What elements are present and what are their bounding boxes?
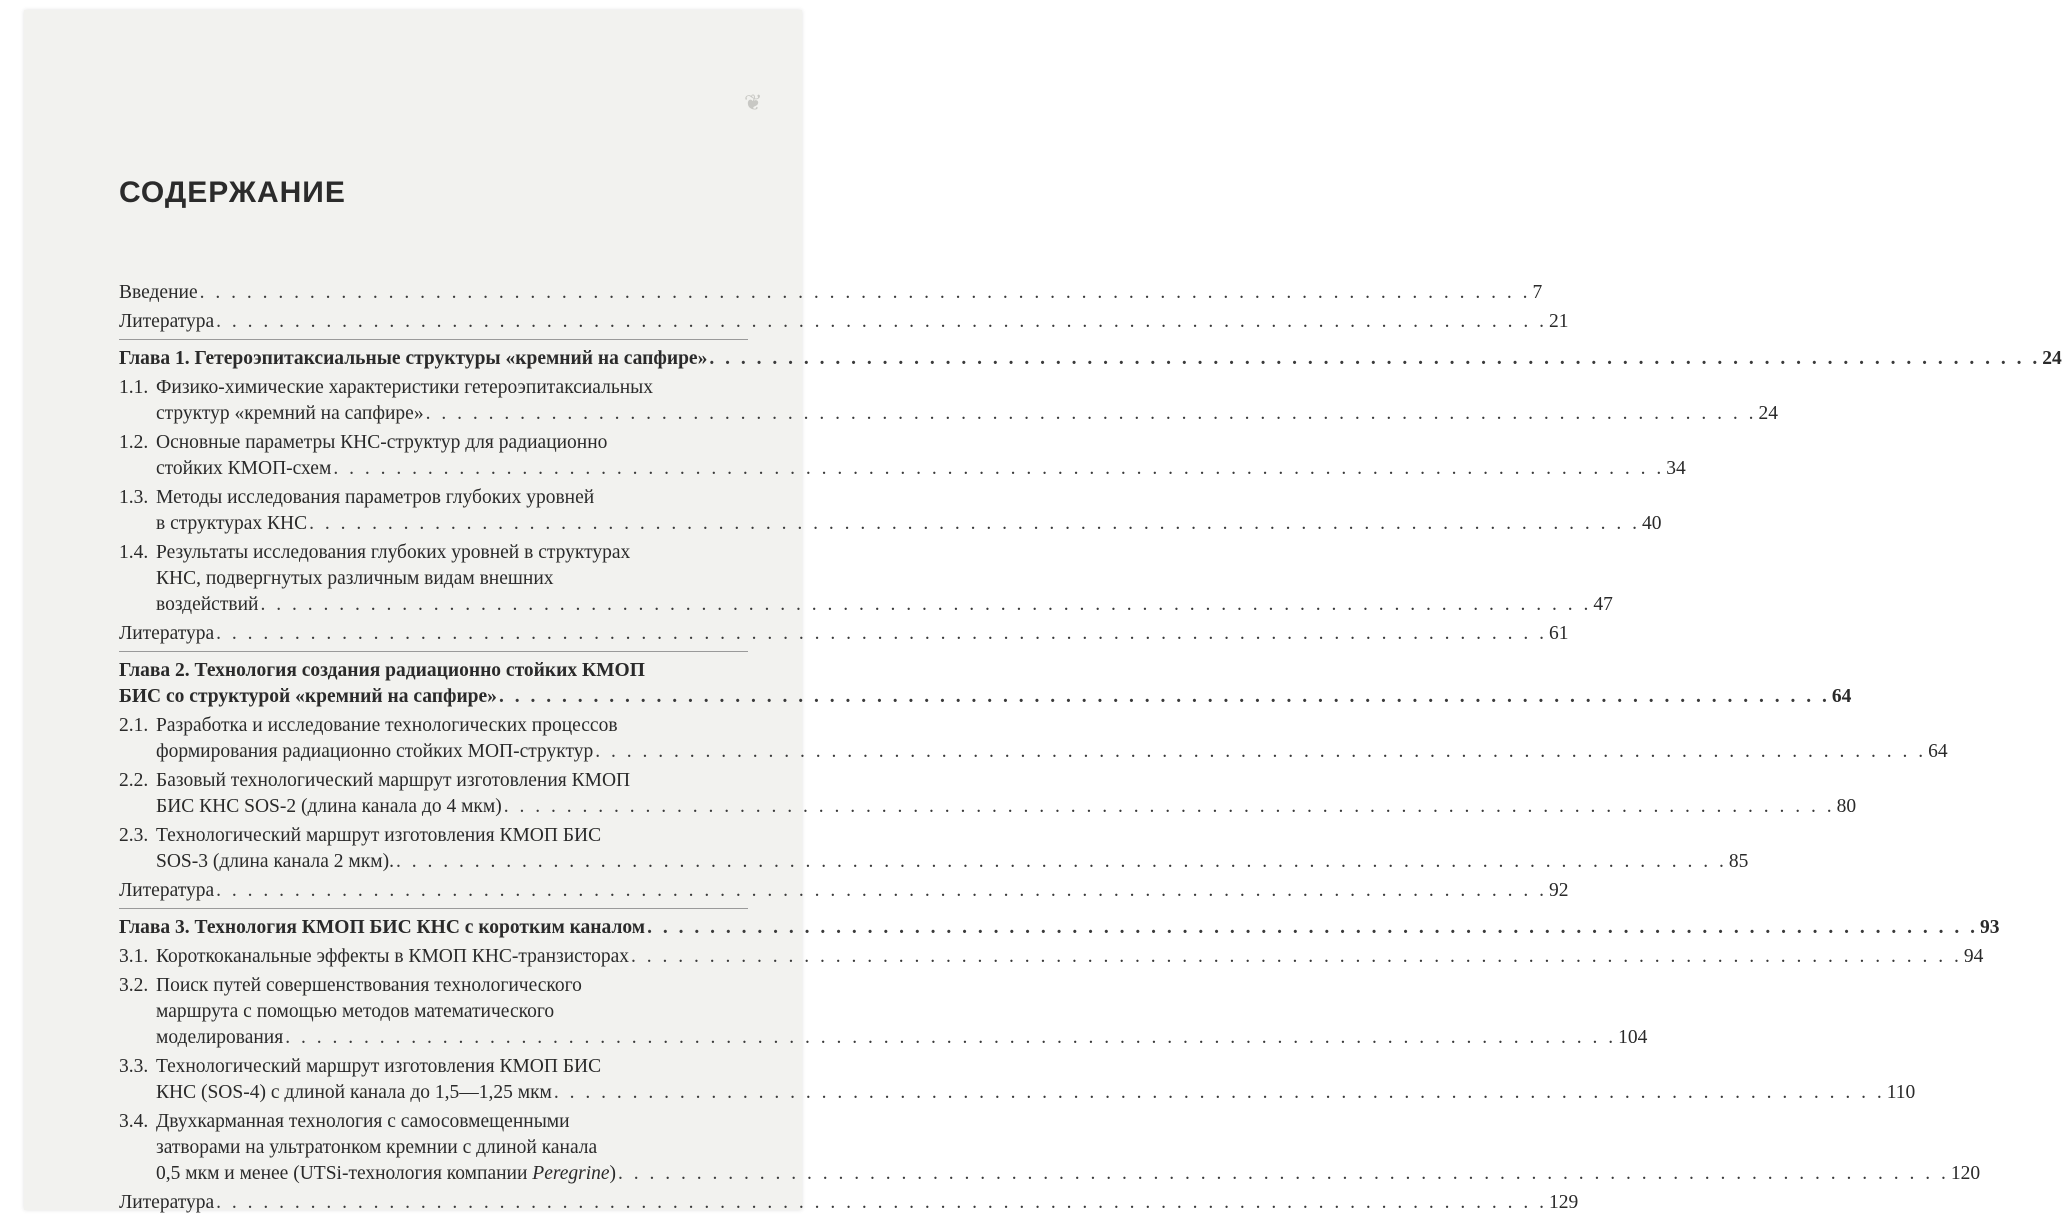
toc-title — [119, 684, 497, 710]
toc-page-number: 24 — [2042, 348, 2062, 369]
toc-section — [119, 768, 1857, 820]
toc-front — [119, 280, 1543, 306]
toc-literature — [119, 621, 1569, 647]
toc-page-number: 85 — [1728, 851, 1749, 872]
toc-title — [119, 915, 645, 941]
book-page — [24, 10, 2062, 1213]
toc-number: 2.2. — [119, 770, 149, 791]
toc-title-text: Короткоканальные эффекты в КМОП КНС-транзисторах — [156, 946, 629, 967]
toc-title — [156, 944, 629, 970]
toc-section — [119, 823, 1749, 875]
toc-title-text: КНС (SOS-4) с длиной канала до 1,5—1,25 мкм — [156, 1082, 552, 1103]
toc-number: 3.2. — [119, 975, 149, 996]
toc-literature — [119, 1190, 1579, 1216]
toc-title-italic: Peregrine — [532, 1163, 610, 1184]
toc-section — [119, 375, 1778, 427]
toc-number: 1.1. — [119, 377, 149, 398]
toc-text-line: Физико-химические характеристики гетероэпитаксиальных — [156, 377, 654, 398]
toc-title — [119, 346, 707, 372]
toc-page-number: 80 — [1836, 796, 1857, 817]
toc-page-number: 92 — [1549, 880, 1569, 901]
section-divider — [119, 339, 748, 340]
toc-section — [119, 944, 1984, 970]
toc-title — [119, 878, 214, 904]
dot-leader — [309, 511, 1640, 537]
toc-title-text: Литература — [119, 880, 215, 901]
dot-leader — [260, 592, 1591, 618]
toc-title — [156, 592, 258, 618]
dot-leader — [216, 621, 1547, 647]
toc-page-number: 64 — [1831, 686, 1852, 707]
dot-leader — [333, 456, 1664, 482]
toc-text-line: Основные параметры КНС-структур для радиационно — [156, 432, 608, 453]
toc-page-number: 61 — [1549, 623, 1569, 644]
toc-title — [119, 621, 214, 647]
toc-page-number: 21 — [1549, 311, 1569, 332]
toc-title-text: БИС со структурой «кремний на сапфире» — [119, 686, 497, 707]
toc-title-text: воздействий — [156, 594, 259, 615]
toc-section — [119, 713, 1948, 765]
toc-text-line: Технологический маршрут изготовления КМОП БИС — [156, 1056, 602, 1077]
toc-text-line: маршрута с помощью методов математического — [156, 1001, 555, 1022]
page-title: СОДЕРЖАНИЕ — [119, 176, 346, 209]
toc-title-text: структур «кремний на сапфире» — [156, 403, 424, 424]
dot-leader — [426, 401, 1757, 427]
toc-title — [156, 511, 307, 537]
toc-text-line: Двухкарманная технология с самосовмещенными — [156, 1111, 570, 1132]
toc-number: 1.2. — [119, 432, 149, 453]
toc-section — [119, 1054, 1916, 1106]
dot-leader — [618, 1161, 1949, 1187]
toc-title — [156, 794, 502, 820]
dot-leader — [216, 309, 1547, 335]
toc-title — [156, 1080, 552, 1106]
toc-title-text: Глава 3. Технология КМОП БИС КНС с коротким каналом — [119, 917, 646, 938]
toc-page-number: 40 — [1641, 513, 1662, 534]
dot-leader — [396, 849, 1727, 875]
toc-chapter — [119, 346, 2062, 372]
dot-leader — [554, 1080, 1885, 1106]
toc-chapter — [119, 915, 2000, 941]
toc-number: 3.3. — [119, 1056, 149, 1077]
publisher-logo-icon: ❦ — [744, 90, 763, 115]
toc-text-line: КНС, подвергнутых различным видам внешних — [156, 568, 554, 589]
toc-page-number: 104 — [1618, 1027, 1648, 1048]
toc-title-text: Литература — [119, 1192, 215, 1213]
toc-number: 3.4. — [119, 1111, 149, 1132]
toc-page-number: 34 — [1666, 458, 1686, 479]
dot-leader — [200, 280, 1531, 306]
dot-leader — [504, 794, 1835, 820]
toc-text-line: Результаты исследования глубоких уровней в структурах — [156, 542, 631, 563]
toc-page-number: 7 — [1532, 282, 1543, 303]
toc-section — [119, 1109, 1981, 1187]
table-of-contents — [119, 280, 2062, 1219]
dot-leader — [285, 1025, 1616, 1051]
toc-title-text: 0,5 мкм и менее (UTSi-технология компании — [156, 1163, 533, 1184]
toc-page-number: 129 — [1549, 1192, 1579, 1213]
toc-title-text: в структурах КНС — [156, 513, 308, 534]
toc-text-line: Поиск путей совершенствования технологического — [156, 975, 582, 996]
toc-title-text: моделирования — [156, 1027, 284, 1048]
dot-leader — [709, 346, 2040, 372]
toc-number: 1.4. — [119, 542, 149, 563]
toc-text-line: Глава 2. Технология создания радиационно стойких КМОП — [119, 660, 645, 681]
toc-title-text: Введение — [119, 282, 198, 303]
toc-page-number: 120 — [1950, 1163, 1981, 1184]
dot-leader — [631, 944, 1962, 970]
toc-literature — [119, 309, 1569, 335]
toc-text-line: Методы исследования параметров глубоких уровней — [156, 487, 595, 508]
section-divider — [119, 651, 748, 652]
toc-title — [119, 280, 198, 306]
toc-title — [156, 1025, 283, 1051]
toc-number: 1.3. — [119, 487, 149, 508]
toc-number: 2.3. — [119, 825, 149, 846]
toc-title — [119, 309, 214, 335]
toc-page-number: 93 — [1979, 917, 2000, 938]
toc-number: 3.1. — [119, 946, 149, 967]
toc-title — [156, 739, 593, 765]
toc-section — [119, 973, 1648, 1051]
toc-title-text: Глава 1. Гетероэпитаксиальные структуры «кремний на сапфире» — [119, 348, 708, 369]
toc-text-line: Разработка и исследование технологических процессов — [156, 715, 618, 736]
dot-leader — [647, 915, 1978, 941]
toc-title — [156, 1161, 616, 1187]
toc-title — [119, 1190, 214, 1216]
toc-chapter — [119, 658, 1852, 710]
toc-title — [156, 849, 394, 875]
dot-leader — [216, 878, 1547, 904]
toc-literature — [119, 878, 1569, 904]
toc-title-text: Литература — [119, 311, 215, 332]
toc-page-number: 24 — [1758, 403, 1778, 424]
toc-section — [119, 430, 1686, 482]
toc-text-line: Базовый технологический маршрут изготовления КМОП — [156, 770, 631, 791]
toc-title — [156, 456, 331, 482]
toc-text-line: Технологический маршрут изготовления КМОП БИС — [156, 825, 602, 846]
dot-leader — [595, 739, 1926, 765]
toc-title-text: формирования радиационно стойких МОП-структур — [156, 741, 594, 762]
dot-leader — [216, 1190, 1547, 1216]
dot-leader — [499, 684, 1830, 710]
toc-title-text: БИС КНС SOS-2 (длина канала до 4 мкм) — [156, 796, 502, 817]
toc-page-number: 47 — [1593, 594, 1613, 615]
toc-page-number: 64 — [1928, 741, 1948, 762]
toc-title — [156, 401, 424, 427]
toc-section — [119, 540, 1613, 618]
toc-title-tail: ) — [609, 1163, 617, 1184]
toc-number: 2.1. — [119, 715, 149, 736]
toc-section — [119, 485, 1662, 537]
toc-text-line: затворами на ультратонком кремнии с длиной канала — [156, 1137, 598, 1158]
toc-page-number: 110 — [1886, 1082, 1916, 1103]
toc-title-text: Литература — [119, 623, 215, 644]
toc-title-text: стойких КМОП-схем — [156, 458, 332, 479]
toc-page-number: 94 — [1963, 946, 1984, 967]
section-divider — [119, 908, 748, 909]
toc-title-text: SOS-3 (длина канала 2 мкм). — [156, 851, 394, 872]
